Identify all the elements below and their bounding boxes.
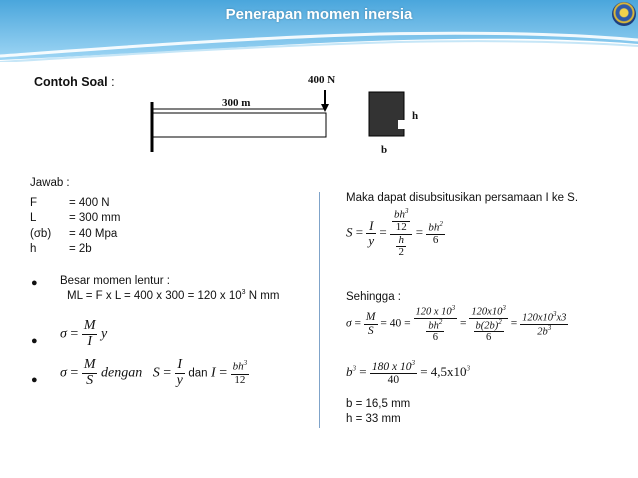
given-value: = 2b — [69, 243, 92, 255]
university-seal-icon — [612, 2, 636, 26]
bullet-icon: ● — [31, 277, 38, 289]
beam-figure — [148, 72, 423, 160]
height-result: h = 33 mm — [346, 413, 401, 425]
given-symbol: L — [30, 212, 37, 224]
force-label: 400 N — [308, 74, 336, 86]
given-value: = 40 Mpa — [69, 228, 118, 240]
slide-title: Penerapan momen inersia — [225, 6, 413, 23]
section-modulus-formula: σ = $\frac{M}{S}$ dengan S = $\frac{I}{y}$ dan I = $\frac{bh^3}{12}$ — [60, 357, 248, 388]
base-label: b — [381, 144, 388, 156]
moment-unit: N mm — [245, 289, 280, 302]
substitution-text: Maka dapat disubsitusikan persamaan I ke S. — [346, 192, 579, 204]
then-text: Sehingga : — [346, 291, 401, 303]
length-label: 300 m — [222, 97, 251, 109]
example-label — [34, 75, 115, 89]
given-symbol: (σb) — [30, 228, 52, 240]
example-label-text: Contoh Soal — [34, 75, 108, 89]
example-label-colon: : — [111, 75, 115, 89]
given-value: = 400 N — [69, 197, 110, 209]
modulus-substitution: S = $\frac{I}{y}$ = $\frac{\frac{bh^3}{12}}{\frac{h}{2}}$ = $\frac{bh^2}{6}$ — [346, 207, 443, 259]
cube-solution: $b^3$ = $\frac{180 x 10^3}{40}$ = $4,5x10^3$ — [346, 359, 471, 386]
height-label: h — [412, 110, 419, 122]
cube-result: = 4,5x10 — [420, 363, 467, 379]
cube-result-exponent: 3 — [466, 364, 471, 373]
moment-exponent: 3 — [241, 289, 246, 296]
column-divider — [319, 192, 320, 428]
answer-heading: Jawab : — [30, 177, 70, 189]
slide-header — [0, 0, 638, 62]
stress-substitution: σ = $\frac{M}{S}$ = 40 = $\frac{120 x 10^3}{\frac{bh^2}{6}}$ = $\frac{120x10^3}{\frac{b(2b)^2}{6}}$ = $\frac{120x10^3x3}{2b^3}$ — [346, 304, 567, 344]
given-symbol: F — [30, 197, 38, 209]
given-value: = 300 mm — [69, 212, 121, 224]
and-text: dan — [188, 367, 208, 380]
moment-equation-text: ML = F x L = 400 x 300 = 120 x 10 — [67, 289, 242, 302]
stress-formula: σ = $\frac{M}{I}$ y — [60, 318, 108, 349]
given-symbol: h — [30, 243, 37, 255]
bullet-icon: ● — [31, 374, 38, 386]
solution-panel — [338, 188, 610, 428]
base-result: b = 16,5 mm — [346, 398, 411, 410]
bullet-icon: ● — [31, 335, 38, 347]
moment-label: Besar momen lentur : — [60, 275, 170, 287]
connector-text: dengan — [100, 365, 143, 381]
moment-equation — [67, 289, 279, 302]
answer-panel — [27, 175, 310, 398]
